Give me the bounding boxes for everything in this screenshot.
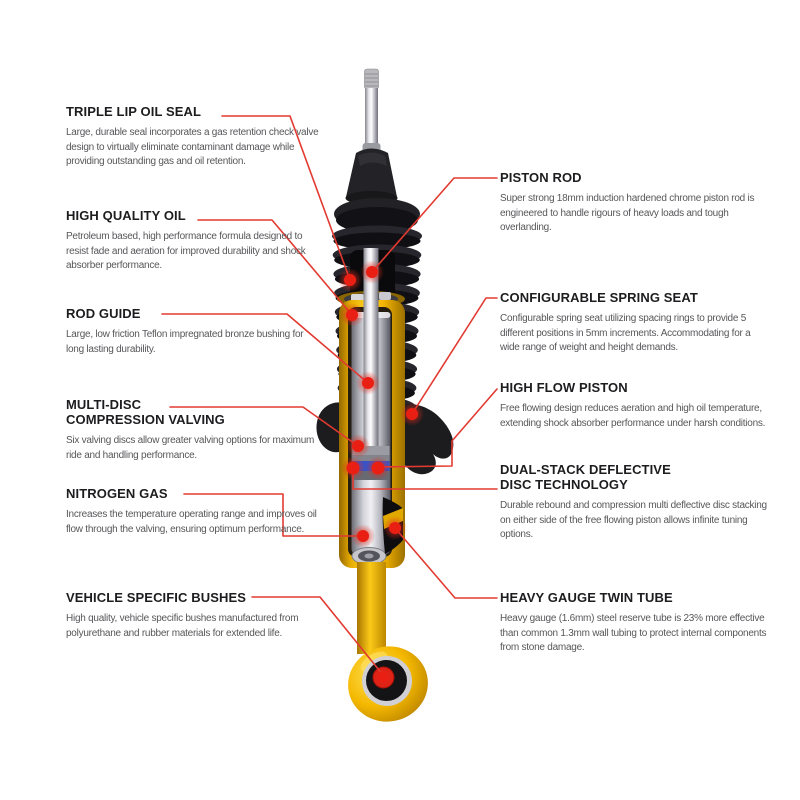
callout-title: VEHICLE SPECIFIC BUSHES: [66, 590, 246, 605]
callout-body: Heavy gauge (1.6mm) steel reserve tube is 23% more effective than common 1.3mm wall tubing to protect internal components from stone damage.: [500, 613, 767, 653]
callout-title: TRIPLE LIP OIL SEAL: [66, 104, 202, 119]
dot-high-flow-piston: [366, 456, 390, 480]
callout-vehicle-specific-bushes: [66, 590, 321, 641]
callout-body: Configurable spring seat utilizing spacing rings to provide 5 different positions in 5mm increments. Accommodating for a wide range of weight and height demands.: [500, 313, 751, 353]
dot-triple-lip-oil-seal: [338, 268, 362, 292]
callout-body: Increases the temperature operating range and improves oil flow through the valving, ensuring optimum performance.: [66, 509, 317, 535]
callout-nitrogen-gas: [66, 486, 321, 537]
callout-body: Super strong 18mm induction hardened chrome piston rod is engineered to handle rigours of heavy loads and tough overlanding.: [500, 193, 755, 233]
dot-high-quality-oil: [340, 303, 364, 327]
callout-title: HIGH FLOW PISTON: [500, 380, 628, 395]
callout-title: PISTON ROD: [500, 170, 582, 185]
shock-body: [316, 69, 453, 729]
callout-configurable-spring-seat: [500, 290, 772, 356]
callout-heavy-gauge-twin-tube: [500, 590, 772, 656]
callout-body: Large, low friction Teflon impregnated bronze bushing for long lasting durability.: [66, 329, 304, 355]
callout-title: HIGH QUALITY OIL: [66, 208, 186, 223]
callout-rod-guide: [66, 306, 321, 357]
lower-stem: [357, 562, 386, 654]
callout-title: ROD GUIDE: [66, 306, 141, 321]
dot-configurable-spring-seat: [400, 402, 424, 426]
callout-body: High quality, vehicle specific bushes manufactured from polyurethane and rubber materials for extended life.: [66, 613, 299, 639]
rod-guide-ring-right: [379, 292, 391, 300]
callout-body: Large, durable seal incorporates a gas retention check valve design to virtually eliminate contaminant damage while providing outstanding gas and oil retention.: [66, 127, 319, 167]
dot-heavy-gauge-twin-tube: [383, 516, 407, 540]
dot-nitrogen-gas: [351, 524, 375, 548]
callout-triple-lip-oil-seal: [66, 104, 321, 170]
dot-multi-disc-compression-valving: [346, 434, 370, 458]
callout-dual-stack-deflective-disc: [500, 462, 772, 543]
callout-title: HEAVY GAUGE TWIN TUBE: [500, 590, 673, 605]
dot-vehicle-specific-bushes: [372, 666, 394, 688]
line-configurable-spring-seat: [412, 298, 497, 414]
callout-body: Free flowing design reduces aeration and high oil temperature, extending shock absorber performance under harsh conditions.: [500, 403, 766, 429]
callout-body: Six valving discs allow greater valving options for maximum ride and handling performance.: [66, 435, 315, 461]
callout-title: MULTI-DISC COMPRESSION VALVING: [66, 397, 225, 427]
line-heavy-gauge-twin-tube: [395, 528, 497, 598]
callout-title: NITROGEN GAS: [66, 486, 168, 501]
callout-multi-disc-compression-valving: [66, 397, 321, 463]
callout-title: CONFIGURABLE SPRING SEAT: [500, 290, 698, 305]
dot-dual-stack-left: [341, 456, 365, 480]
callout-title: DUAL-STACK DEFLECTIVE DISC TECHNOLOGY: [500, 462, 671, 492]
dot-rod-guide: [356, 371, 380, 395]
dot-piston-rod: [360, 260, 384, 284]
callout-high-quality-oil: [66, 208, 321, 274]
callout-high-flow-piston: [500, 380, 772, 431]
foot-valve: [352, 548, 386, 565]
callout-body: Petroleum based, high performance formula designed to resist fade and aeration for improved durability and shock absorber performance.: [66, 231, 306, 271]
callout-piston-rod: [500, 170, 772, 236]
callout-body: Durable rebound and compression multi deflective disc stacking on either side of the free flowing piston allows infinite tuning options.: [500, 500, 767, 540]
